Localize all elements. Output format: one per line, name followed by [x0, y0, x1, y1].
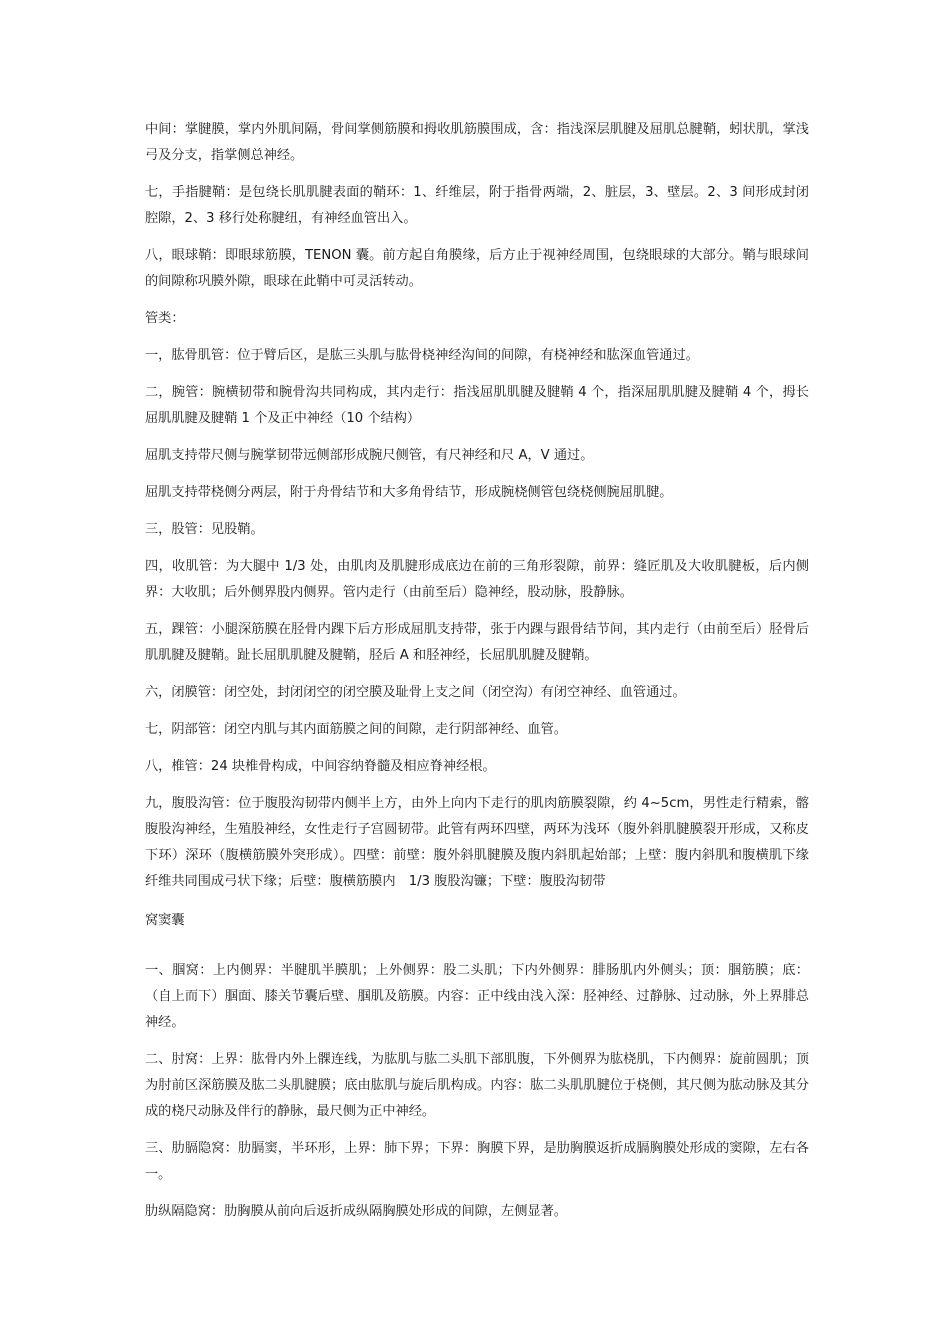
paragraph-malleolar-canal: 五，踝管：小腿深筋膜在胫骨内踝下后方形成屈肌支持带，张于内踝与跟骨结节间，其内走行（由前至后）胫骨后肌肌腱及腱鞘。趾长屈肌肌腱及腱鞘，胫后 A 和胫神经，长屈肌肌腱及腱鞘。 — [145, 622, 809, 663]
paragraph-carpal-canal: 二，腕管：腕横韧带和腕骨沟共同构成，其内走行：指浅屈肌肌腱及腱鞘 4 个，指深屈肌肌腱及腱鞘 4 个，拇长屈肌肌腱及腱鞘 1 个及正中神经（10 个结构） — [145, 385, 809, 426]
heading-canals: 管类： — [145, 311, 185, 326]
paragraph-vertebral-canal: 八，椎管：24 块椎骨构成，中间容纳脊髓及相应脊神经根。 — [145, 759, 496, 774]
paragraph-pudendal-canal: 七，阴部管：闭空内肌与其内面筋膜之间的间隙，走行阴部神经、血管。 — [145, 722, 567, 737]
paragraph-palm-middle-space: 中间：掌腱膜，掌内外肌间隔，骨间掌侧筋膜和拇收肌筋膜围成，含：指浅深层肌腱及屈肌总腱鞘，蚓状肌，掌浅弓及分支，指掌侧总神经。 — [145, 122, 809, 163]
document-body — [145, 117, 809, 1236]
paragraph-ulnar-carpal-canal: 屈肌支持带尺侧与腕掌韧带远侧部形成腕尺侧管，有尺神经和尺 A，V 通过。 — [145, 448, 594, 463]
paragraph-costomediastinal-recess: 肋纵隔隐窝：肋胸膜从前向后返折成纵隔胸膜处形成的间隙，左侧显著。 — [145, 1204, 567, 1219]
paragraph-costodiaphragmatic-recess: 三、肋膈隐窝：肋膈窦，半环形，上界：肺下界；下界：胸膜下界，是肋胸膜返折成膈胸膜处形成的窦隙，左右各一。 — [145, 1141, 809, 1182]
paragraph-humeromuscular-canal: 一，肱骨肌管：位于臂后区，是肱三头肌与肱骨桡神经沟间的间隙，有桡神经和肱深血管通过。 — [145, 348, 699, 363]
paragraph-eyeball-sheath: 八，眼球鞘：即眼球筋膜，TENON 囊。前方起自角膜缘，后方止于视神经周围，包绕眼球的大部分。鞘与眼球间的间隙称巩膜外隙，眼球在此鞘中可灵活转动。 — [145, 248, 809, 289]
paragraph-finger-tendon-sheath: 七，手指腱鞘：是包绕长肌肌腱表面的鞘环：1、纤维层，附于指骨两端，2、脏层，3、壁层。2、3 间形成封闭腔隙，2、3 移行处称腱纽，有神经血管出入。 — [145, 185, 809, 226]
paragraph-inguinal-canal: 九，腹股沟管：位于腹股沟韧带内侧半上方，由外上向内下走行的肌肉筋膜裂隙，约 4~5cm，男性走行精索，髂腹股沟神经，生殖股神经，女性走行子宫圆韧带。此管有两环四壁，两环为浅环（腹外斜肌腱膜裂开形成，又称皮下环）深环（腹横筋膜外突形成）。四壁：前壁：腹外斜肌腱膜及腹内斜肌起始部；上壁：腹内斜肌和腹横肌下缘纤维共同围成弓状下缘；后壁：腹横筋膜内 1/3 腹股沟镰；下壁：腹股沟韧带 — [145, 796, 809, 889]
paragraph-obturator-canal: 六，闭膜管：闭空处，封闭闭空的闭空膜及耻骨上支之间（闭空沟）有闭空神经、血管通过。 — [145, 685, 686, 700]
paragraph-cubital-fossa: 二、肘窝：上界：肱骨内外上髁连线，为肱肌与肱二头肌下部肌腹，下外侧界为肱桡肌，下内侧界：旋前圆肌；顶为肘前区深筋膜及肱二头肌腱膜；底由肱肌与旋后肌构成。内容：肱二头肌肌腱位于桡侧，其尺侧为肱动脉及其分成的桡尺动脉及伴行的静脉，最尺侧为正中神经。 — [145, 1052, 809, 1119]
paragraph-popliteal-fossa: 一、腘窝：上内侧界：半腱肌半膜肌；上外侧界：股二头肌；下内外侧界：腓肠肌内外侧头；顶：腘筋膜；底：（自上而下）腘面、膝关节囊后壁、腘肌及筋膜。内容：正中线由浅入深：胫神经、过静脉、过动脉，外上界腓总神经。 — [145, 963, 809, 1030]
paragraph-femoral-canal: 三，股管：见股鞘。 — [145, 522, 264, 537]
paragraph-adductor-canal: 四，收肌管：为大腿中 1/3 处，由肌肉及肌腱形成底边在前的三角形裂隙，前界：缝匠肌及大收肌腱板，后内侧界：大收肌；后外侧界股内侧界。管内走行（由前至后）隐神经，股动脉，股静脉。 — [145, 559, 809, 600]
section-title: 窝窦囊 — [145, 913, 185, 928]
paragraph-radial-carpal-canal: 屈肌支持带桡侧分两层，附于舟骨结节和大多角骨结节，形成腕桡侧管包绕桡侧腕屈肌腱。 — [145, 485, 673, 500]
